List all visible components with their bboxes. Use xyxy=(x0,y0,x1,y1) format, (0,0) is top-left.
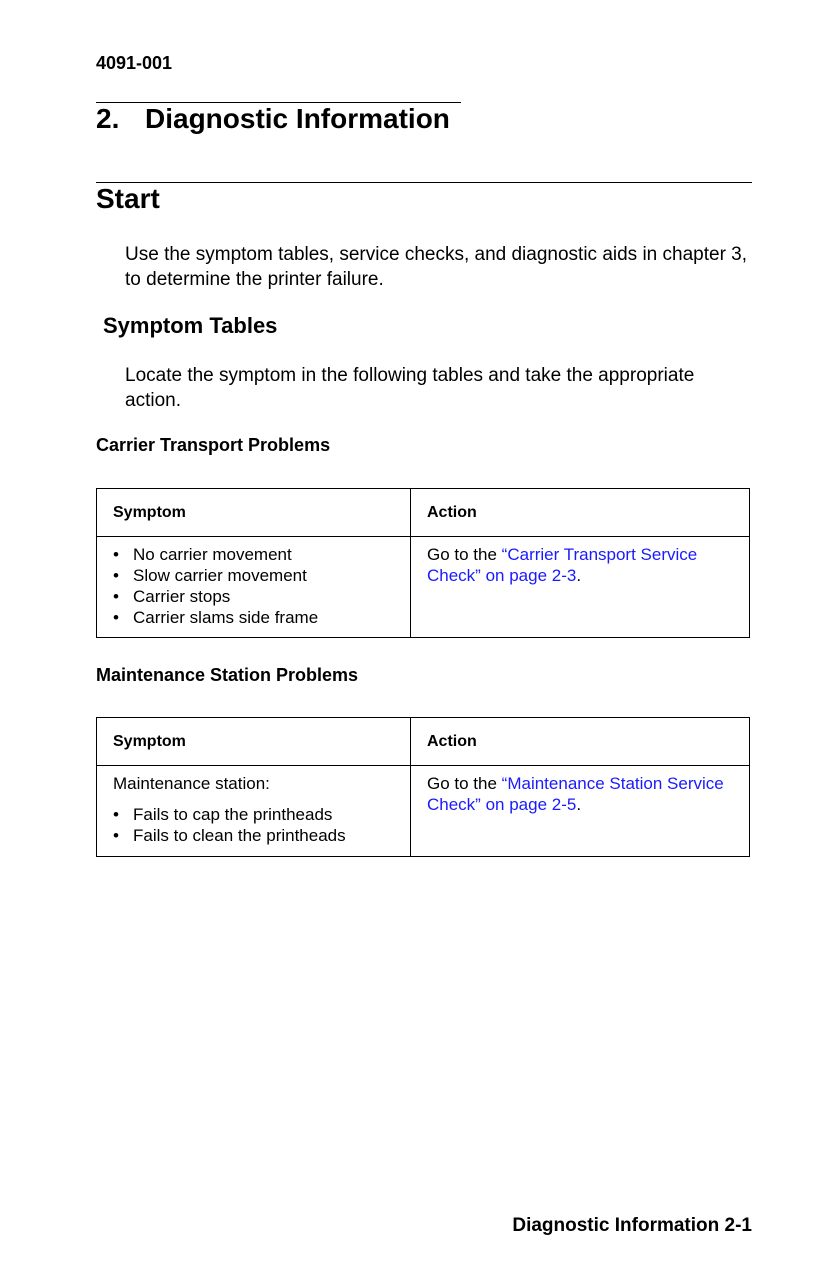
table-heading-carrier-transport: Carrier Transport Problems xyxy=(96,435,331,455)
column-header-symptom: Symptom xyxy=(97,489,411,537)
document-id: 4091-001 xyxy=(96,53,173,73)
action-prefix: Go to the xyxy=(427,545,502,564)
action-cell xyxy=(411,766,750,857)
chapter-number: 2. xyxy=(96,103,120,134)
symptom-intro: Maintenance station: xyxy=(113,774,270,793)
bullet-icon: • xyxy=(113,545,119,564)
subsection-intro: Locate the symptom in the following tables and take the appropriate action. xyxy=(125,365,695,411)
symptom-item: • Fails to clean the printheads xyxy=(113,826,346,845)
maintenance-station-service-check-link[interactable]: “Maintenance Station Service Check” on page 2-5 xyxy=(427,774,724,814)
action-suffix: . xyxy=(576,795,582,814)
symptom-cell xyxy=(97,537,411,638)
symptom-list xyxy=(113,544,400,628)
action-cell xyxy=(411,537,750,638)
symptom-item: • Slow carrier movement xyxy=(113,566,307,585)
column-header-action: Action xyxy=(411,718,750,766)
action-suffix: . xyxy=(576,566,582,585)
section-intro: Use the symptom tables, service checks, and diagnostic aids in chapter 3, to determine the printer failure. xyxy=(125,244,748,290)
section-title: Start xyxy=(96,183,160,214)
table-header-row xyxy=(97,718,750,766)
table-header-row xyxy=(97,489,750,537)
symptom-item: • Carrier slams side frame xyxy=(113,608,319,627)
symptom-item: • Carrier stops xyxy=(113,587,231,606)
bullet-icon: • xyxy=(113,587,119,606)
bullet-icon: • xyxy=(113,566,119,585)
symptom-item: • No carrier movement xyxy=(113,545,292,564)
column-header-action: Action xyxy=(411,489,750,537)
table-heading-maintenance-station: Maintenance Station Problems xyxy=(96,665,359,685)
chapter-title xyxy=(96,102,450,136)
table-row xyxy=(97,766,750,857)
symptom-cell xyxy=(97,766,411,857)
symptom-item: • Fails to cap the printheads xyxy=(113,805,333,824)
page-footer: Diagnostic Information 2-1 xyxy=(512,1215,752,1236)
carrier-transport-service-check-link[interactable]: “Carrier Transport Service Check” on page 2-3 xyxy=(427,545,698,585)
table-row xyxy=(97,537,750,638)
maintenance-station-table xyxy=(96,717,750,857)
chapter-title-text: Diagnostic Information xyxy=(145,103,450,134)
action-prefix: Go to the xyxy=(427,774,502,793)
bullet-icon: • xyxy=(113,805,119,824)
bullet-icon: • xyxy=(113,826,119,845)
carrier-transport-table xyxy=(96,488,750,638)
subsection-title: Symptom Tables xyxy=(103,313,278,338)
bullet-icon: • xyxy=(113,608,119,627)
symptom-list xyxy=(113,804,400,846)
column-header-symptom: Symptom xyxy=(97,718,411,766)
section-rule xyxy=(96,182,752,183)
